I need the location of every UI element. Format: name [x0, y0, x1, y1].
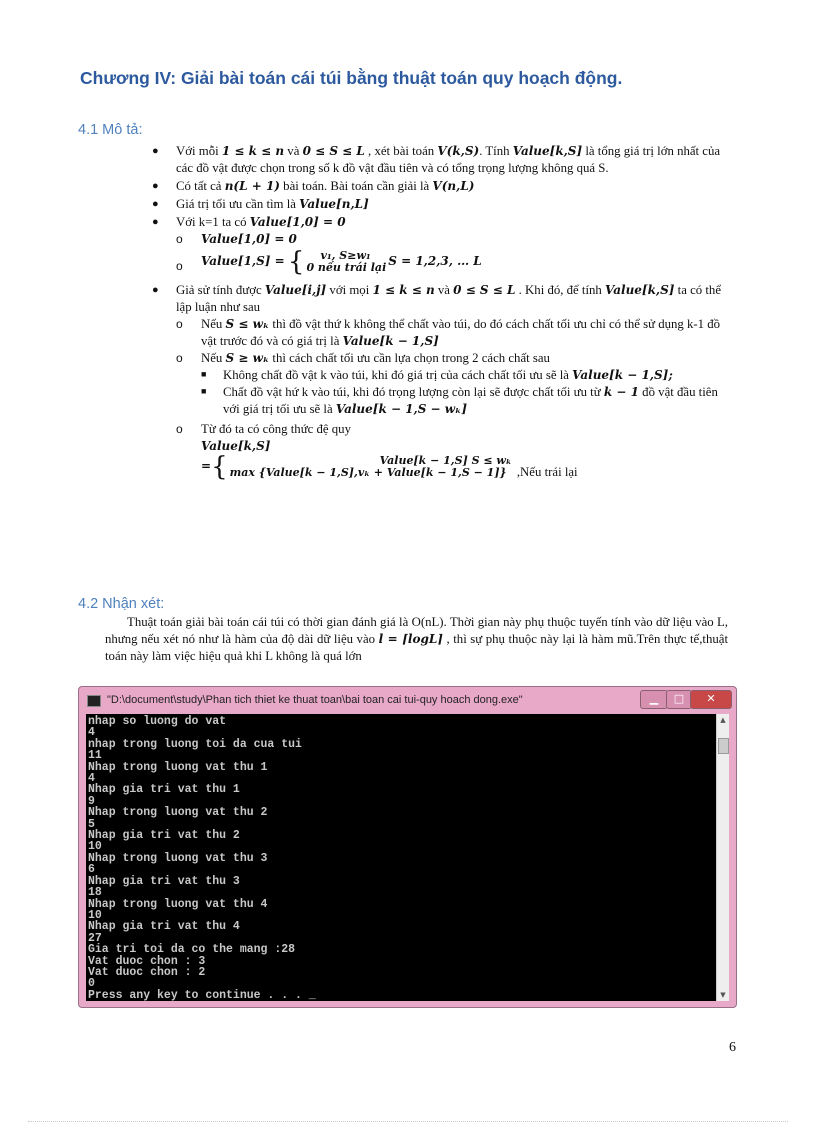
list-item: o Từ đó ta có công thức đệ quy Value[k,S] ={ Value[k − 1,S] S ≤ wₖ max {Value[k − 1,S],vₖ + Value[k − 1,S − 1]} ,Nếu trái lại	[176, 422, 578, 482]
circle-bullet-icon: o	[176, 232, 183, 246]
bullet-icon: ●	[152, 145, 159, 157]
bullet-icon: ●	[152, 216, 159, 228]
console-line: Nhap trong luong vat thu 1	[88, 760, 268, 774]
console-line: Nhap trong luong vat thu 2	[88, 806, 268, 820]
console-line: Press any key to continue . . . _	[88, 988, 316, 1001]
minimize-icon: ▁	[649, 692, 659, 705]
list-item: ● Với mỗi 1 ≤ k ≤ n và 0 ≤ S ≤ L , xét bài toán V(k,S). Tính Value[k,S] là tổng giá trị lớn nhất của các đồ vật được chọn trong số k đồ vật đầu tiên và có tổng trọng lượng không quá S.	[152, 144, 721, 175]
bullet-list	[150, 143, 728, 482]
sub-list	[176, 231, 728, 277]
title-bar[interactable]	[83, 690, 732, 712]
console-line: 4	[88, 772, 95, 786]
list-item: ● Có tất cả n(L + 1) bài toán. Bài toán cần giải là V(n,L)	[152, 179, 475, 193]
bullet-icon: ●	[152, 284, 159, 296]
console-line: Nhap gia tri vat thu 1	[88, 783, 240, 797]
minimize-button[interactable]	[640, 690, 668, 709]
circle-bullet-icon: o	[176, 317, 183, 331]
bullet-icon: ●	[152, 198, 159, 210]
console-window	[78, 686, 737, 1008]
brace-icon: {	[287, 247, 305, 277]
console-line: Nhap gia tri vat thu 3	[88, 874, 240, 888]
bullet-icon: ●	[152, 180, 159, 192]
window-title: "D:\document\study\Phan tich thiet ke thuat toan\bai toan cai tui-quy hoach dong.exe"	[107, 694, 523, 706]
list-item: ● Giả sử tính được Value[i,j] với mọi 1 ≤ k ≤ n và 0 ≤ S ≤ L . Khi đó, để tính Value[k,S] ta có thể lập luận như sau o Nếu S ≤ wₖ thì đồ vật thứ k không thể chất vào túi, do đó cách chất tối ưu chỉ có thể sử dụng k-1 đồ vật trước đó và có giá trị là Value[k − 1,S] o Nếu S ≥ wₖ thì cách chất tối ưu cần lựa chọn trong 2 cách chất sau ■ Không chất đồ vật k vào túi, khi đó giá trị của cách chất tối ưu sẽ là Value[k − 1,S]; ■ Chất đồ vật hứ k vào túi, khi đó trọng lượng còn lại sẽ được chất tối ưu từ k − 1 đồ vật đầu tiên với giá trị tối ưu sẽ là Value[k − 1,S − wₖ] o Từ đó ta có công thức đệ quy Value[k,S] ={ Value[k − 1,S] S ≤ wₖ max {Value[k − 1,S],vₖ + Value[k − 1,S − 1]} ,Nếu trái lại	[150, 282, 728, 481]
console-line: 18	[88, 886, 102, 900]
console-line: 4	[88, 726, 95, 740]
console-line: nhap trong luong toi da cua tui	[88, 737, 302, 751]
console-line: 6	[88, 863, 95, 877]
piecewise-cases: v₁, S≥w₁ 0 nếu trái lại	[306, 249, 387, 274]
circle-bullet-icon: o	[176, 422, 183, 436]
console-line: 9	[88, 794, 95, 808]
section-heading-4-1: 4.1 Mô tả:	[78, 122, 143, 138]
list-item: o Nếu S ≤ wₖ thì đồ vật thứ k không thể chất vào túi, do đó cách chất tối ưu chỉ có thể sử dụng k-1 đồ vật trước đó và có giá trị là Value[k − 1,S]	[176, 317, 721, 348]
list-item: ■ Không chất đồ vật k vào túi, khi đó giá trị của cách chất tối ưu sẽ là Value[k − 1,S];	[201, 368, 673, 382]
console-app-icon	[87, 695, 101, 707]
page-footer-divider	[28, 1121, 788, 1122]
chapter-title: Chương IV: Giải bài toán cái túi bằng thuật toán quy hoạch động.	[80, 68, 623, 88]
page-number: 6	[729, 1040, 736, 1055]
recurrence-cases: Value[k − 1,S] S ≤ wₖ max {Value[k − 1,S],vₖ + Value[k − 1,S − 1]}	[229, 454, 512, 479]
remark-paragraph: Thuật toán giải bài toán cái túi có thời gian đánh giá là O(nL). Thời gian này phụ thuộc tuyến tính vào dữ liệu vào L, nhưng nếu xét nó như là hàm của độ dài dữ liệu vào l = ⌈logL⌉ , thì sự phụ thuộc này lại là hàm mũ.Trên thực tế,thuật toán này làm việc hiệu quả khi L không là quá lớn	[105, 615, 729, 663]
console-line: Nhap trong luong vat thu 3	[88, 851, 268, 865]
console-line: 10	[88, 908, 102, 922]
console-line: Nhap gia tri vat thu 2	[88, 829, 240, 843]
list-item: ● Giá trị tối ưu cần tìm là Value[n,L]	[152, 197, 369, 211]
list-item: o Value[1,0] = 0	[176, 232, 297, 246]
console-line: Nhap trong luong vat thu 4	[88, 897, 268, 911]
circle-bullet-icon: o	[176, 259, 183, 273]
section-heading-4-2: 4.2 Nhận xét:	[78, 596, 165, 612]
close-icon: ✕	[706, 692, 716, 705]
scroll-up-icon[interactable]: ▲	[720, 716, 726, 724]
console-output	[86, 714, 716, 1001]
console-line: 10	[88, 840, 102, 854]
scroll-thumb[interactable]	[718, 738, 729, 754]
list-item: o Value[1,S] = { v₁, S≥w₁ 0 nếu trái lại S = 1,2,3, … L	[176, 247, 482, 277]
console-line: Nhap gia tri vat thu 4	[88, 920, 240, 934]
close-button[interactable]	[690, 690, 732, 709]
console-line: 27	[88, 931, 102, 945]
sub-list	[176, 316, 728, 481]
maximize-button[interactable]	[666, 690, 692, 709]
console-line: Gia tri toi da co the mang :28	[88, 943, 296, 957]
console-line: 11	[88, 749, 102, 763]
scroll-down-icon[interactable]: ▼	[720, 991, 726, 999]
console-line: 0	[88, 977, 95, 991]
console-line: 5	[88, 817, 95, 831]
circle-bullet-icon: o	[176, 351, 183, 365]
square-bullet-icon: ■	[201, 386, 207, 396]
vertical-scrollbar[interactable]	[716, 714, 729, 1001]
brace-icon: {	[211, 452, 228, 482]
list-item: o Nếu S ≥ wₖ thì cách chất tối ưu cần lựa chọn trong 2 cách chất sau ■ Không chất đồ vật k vào túi, khi đó giá trị của cách chất tối ưu sẽ là Value[k − 1,S]; ■ Chất đồ vật hứ k vào túi, khi đó trọng lượng còn lại sẽ được chất tối ưu từ k − 1 đồ vật đầu tiên với giá trị tối ưu sẽ là Value[k − 1,S − wₖ]	[176, 350, 728, 418]
maximize-icon: □	[673, 692, 685, 705]
console-line: Vat duoc chon : 3	[88, 954, 206, 968]
list-item: ■ Chất đồ vật hứ k vào túi, khi đó trọng lượng còn lại sẽ được chất tối ưu từ k − 1 đồ vật đầu tiên với giá trị tối ưu sẽ là Value[k − 1,S − wₖ]	[201, 385, 718, 416]
console-line: Vat duoc chon : 2	[88, 965, 206, 979]
square-bullet-icon: ■	[201, 369, 207, 379]
console-line: nhap so luong do vat	[88, 715, 227, 728]
list-item: ● Với k=1 ta có Value[1,0] = 0 o Value[1,0] = 0 o Value[1,S] = { v₁, S≥w₁ 0 nếu trái lại S = 1,2,3, … L	[150, 214, 728, 274]
sub-sub-list	[201, 367, 728, 418]
